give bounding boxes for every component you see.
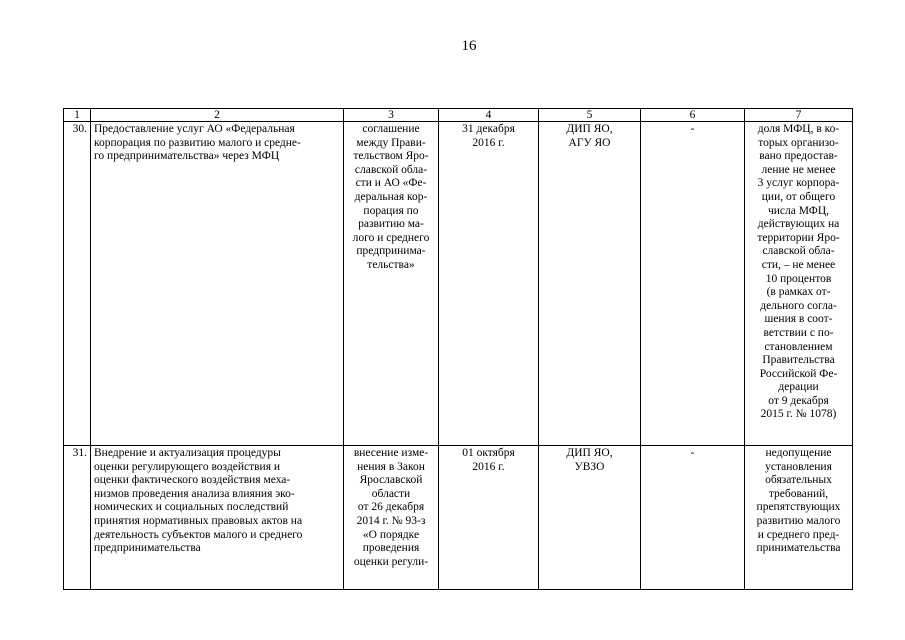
measure-name: Внедрение и актуализация процедуры оценки регулирующего воздействия и оценки фактического воздействия меха- низмов проведения анализа влияния эко- номических и социальных последствий принятия нормативных правовых актов на деятельность субъектов малого и среднего предпринимательства (91, 446, 344, 590)
page-number: 16 (461, 38, 477, 54)
measure-deadline: 31 декабря 2016 г. (439, 122, 539, 446)
measure-deadline: 01 октября 2016 г. (439, 446, 539, 590)
column-number-5: 5 (539, 109, 641, 122)
column-number-4: 4 (439, 109, 539, 122)
row-number: 30. (64, 122, 91, 446)
column-number-7: 7 (745, 109, 853, 122)
measure-col6: - (641, 122, 745, 446)
measure-col6: - (641, 446, 745, 590)
measure-basis: соглашение между Прави- тельством Яро- славской обла- сти и АО «Фе- деральная кор- порация по развитию ма- лого и среднего предпринима- тельства» (344, 122, 439, 446)
column-number-3: 3 (344, 109, 439, 122)
measure-result: доля МФЦ, в ко- торых организо- вано предостав- ление не менее 3 услуг корпора- ции, от общего числа МФЦ, действующих на территории Яро- славской обла- сти, – не менее 10 процентов (в рамках от- дельного согла- шения в соот- ветствии с по- становлением Правительства Российской Фе- дерации от 9 декабря 2015 г. № 1078) (745, 122, 853, 446)
row-number: 31. (64, 446, 91, 590)
table-row (64, 446, 853, 590)
table-row (64, 122, 853, 446)
measure-basis: внесение изме- нения в Закон Ярославской области от 26 декабря 2014 г. № 93-з «О порядке проведения оценки регули- (344, 446, 439, 590)
measures-table (63, 108, 853, 590)
measure-executor: ДИП ЯО, УВЗО (539, 446, 641, 590)
table-header-row (64, 109, 853, 122)
column-number-2: 2 (91, 109, 344, 122)
column-number-1: 1 (64, 109, 91, 122)
measure-executor: ДИП ЯО, АГУ ЯО (539, 122, 641, 446)
measure-result: недопущение установления обязательных требований, препятствующих развитию малого и среднего пред- принимательства (745, 446, 853, 590)
measure-name: Предоставление услуг АО «Федеральная корпорация по развитию малого и средне- го предпринимательства» через МФЦ (91, 122, 344, 446)
column-number-6: 6 (641, 109, 745, 122)
